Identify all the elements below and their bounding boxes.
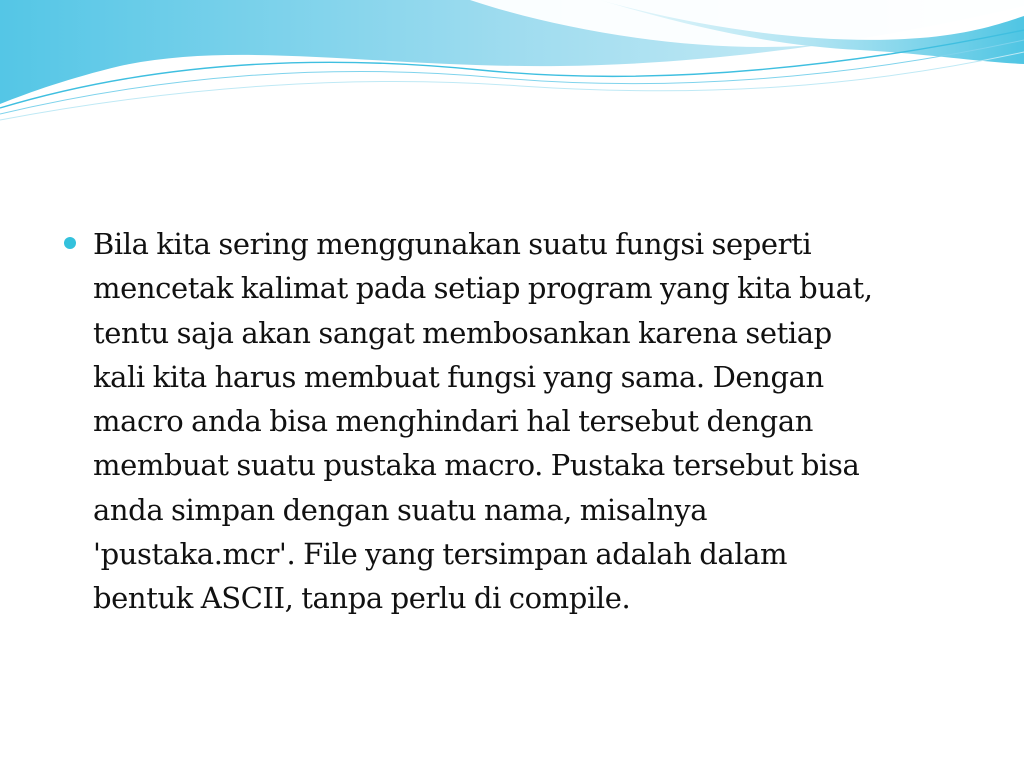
bullet-list [64,222,964,621]
text-line: bentuk ASCII, tanpa perlu di compile. [93,581,631,616]
bullet-item [64,222,964,621]
wave-header-decoration [0,0,1024,130]
text-line: kali kita harus membuat fungsi yang sama. Dengan [93,359,824,394]
text-line: mencetak kalimat pada setiap program yang kita buat, [93,271,873,306]
text-line: Bila kita sering menggunakan suatu fungsi seperti [93,227,812,261]
text-line: membuat suatu pustaka macro. Pustaka tersebut bisa [93,448,860,483]
text-line: anda simpan dengan suatu nama, misalnya [93,492,708,527]
bullet-dot-icon [64,237,76,249]
text-line: macro anda bisa menghindari hal tersebut dengan [93,404,814,439]
bullet-text [93,222,873,621]
text-line: 'pustaka.mcr'. File yang tersimpan adalah dalam [93,537,788,572]
text-line: tentu saja akan sangat membosankan karena setiap [93,315,832,350]
